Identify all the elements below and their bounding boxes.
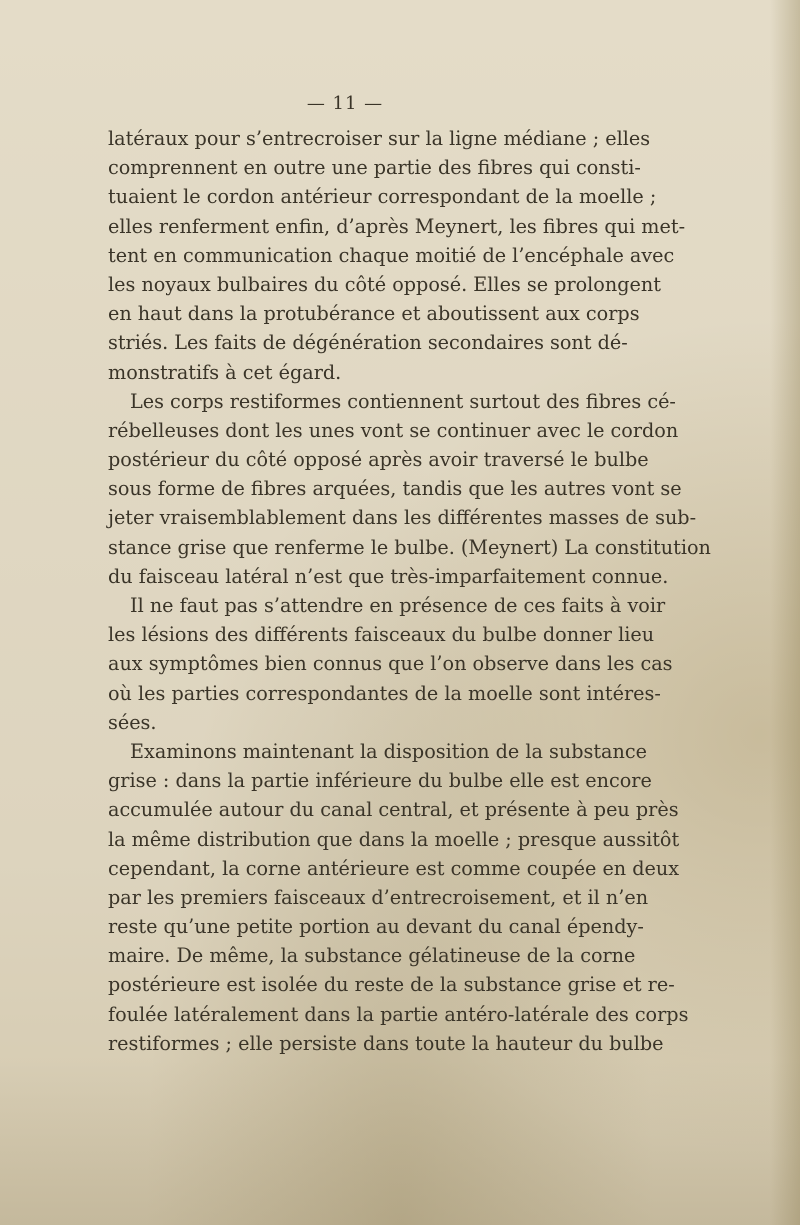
page-number: — 11 — [306,93,384,114]
body-text [108,124,711,1058]
text-line: cependant, la corne antérieure est comme coupée en deux [108,856,680,880]
text-line: où les parties correspondantes de la moelle sont intéres- [108,681,661,705]
text-line: restiformes ; elle persiste dans toute la hauteur du bulbe [108,1031,664,1055]
text-line: latéraux pour s’entrecroiser sur la ligne médiane ; elles [108,127,651,150]
text-line: monstratifs à cet égard. [108,360,342,384]
page-bottom-shade [0,1060,800,1225]
text-line: la même distribution que dans la moelle ; presque aussitôt [108,827,680,851]
text-line: reste qu’une petite portion au devant du canal épendy- [108,915,644,939]
text-line: les noyaux bulbaires du côté opposé. Elles se prolongent [108,272,661,296]
text-line: sées. [108,710,157,734]
text-line: grise : dans la partie inférieure du bulbe elle est encore [108,769,652,793]
page-edge-stain [770,0,800,1225]
text-line: du faisceau latéral n’est que très-imparfaitement connue. [108,564,669,588]
text-line: les lésions des différents faisceaux du bulbe donner lieu [108,623,655,647]
text-line: en haut dans la protubérance et aboutissent aux corps [108,302,640,326]
text-line: foulée latéralement dans la partie antéro-latérale des corps [108,1002,689,1026]
text-line: elles renferment enfin, d’après Meynert, les fibres qui met- [108,214,686,238]
text-line: Il ne faut pas s’attendre en présence de ces faits à voir [130,594,666,617]
text-line: postérieur du côté opposé après avoir traversé le bulbe [108,448,649,472]
text-line: accumulée autour du canal central, et présente à peu près [108,798,679,822]
text-line: Examinons maintenant la disposition de la substance [130,739,647,763]
text-line: tent en communication chaque moitié de l’encéphale avec [108,243,675,267]
text-line: par les premiers faisceaux d’entrecroisement, et il n’en [108,885,649,909]
text-line: jeter vraisemblablement dans les différentes masses de sub- [108,506,697,530]
text-line: comprennent en outre une partie des fibres qui consti- [108,156,641,180]
text-line: stance grise que renferme le bulbe. (Meynert) La constitution [108,535,711,559]
text-line: striés. Les faits de dégénération secondaires sont dé- [108,331,628,355]
text-line: Les corps restiformes contiennent surtout des fibres cé- [130,389,676,413]
text-line: aux symptômes bien connus que l’on observe dans les cas [108,652,673,676]
text-line: tuaient le cordon antérieur correspondant de la moelle ; [108,185,657,209]
text-line: maire. De même, la substance gélatineuse de la corne [108,944,636,968]
text-line: sous forme de fibres arquées, tandis que les autres vont se [108,477,682,501]
text-line: rébelleuses dont les unes vont se continuer avec le cordon [108,418,679,442]
text-line: postérieure est isolée du reste de la substance grise et re- [108,973,675,997]
